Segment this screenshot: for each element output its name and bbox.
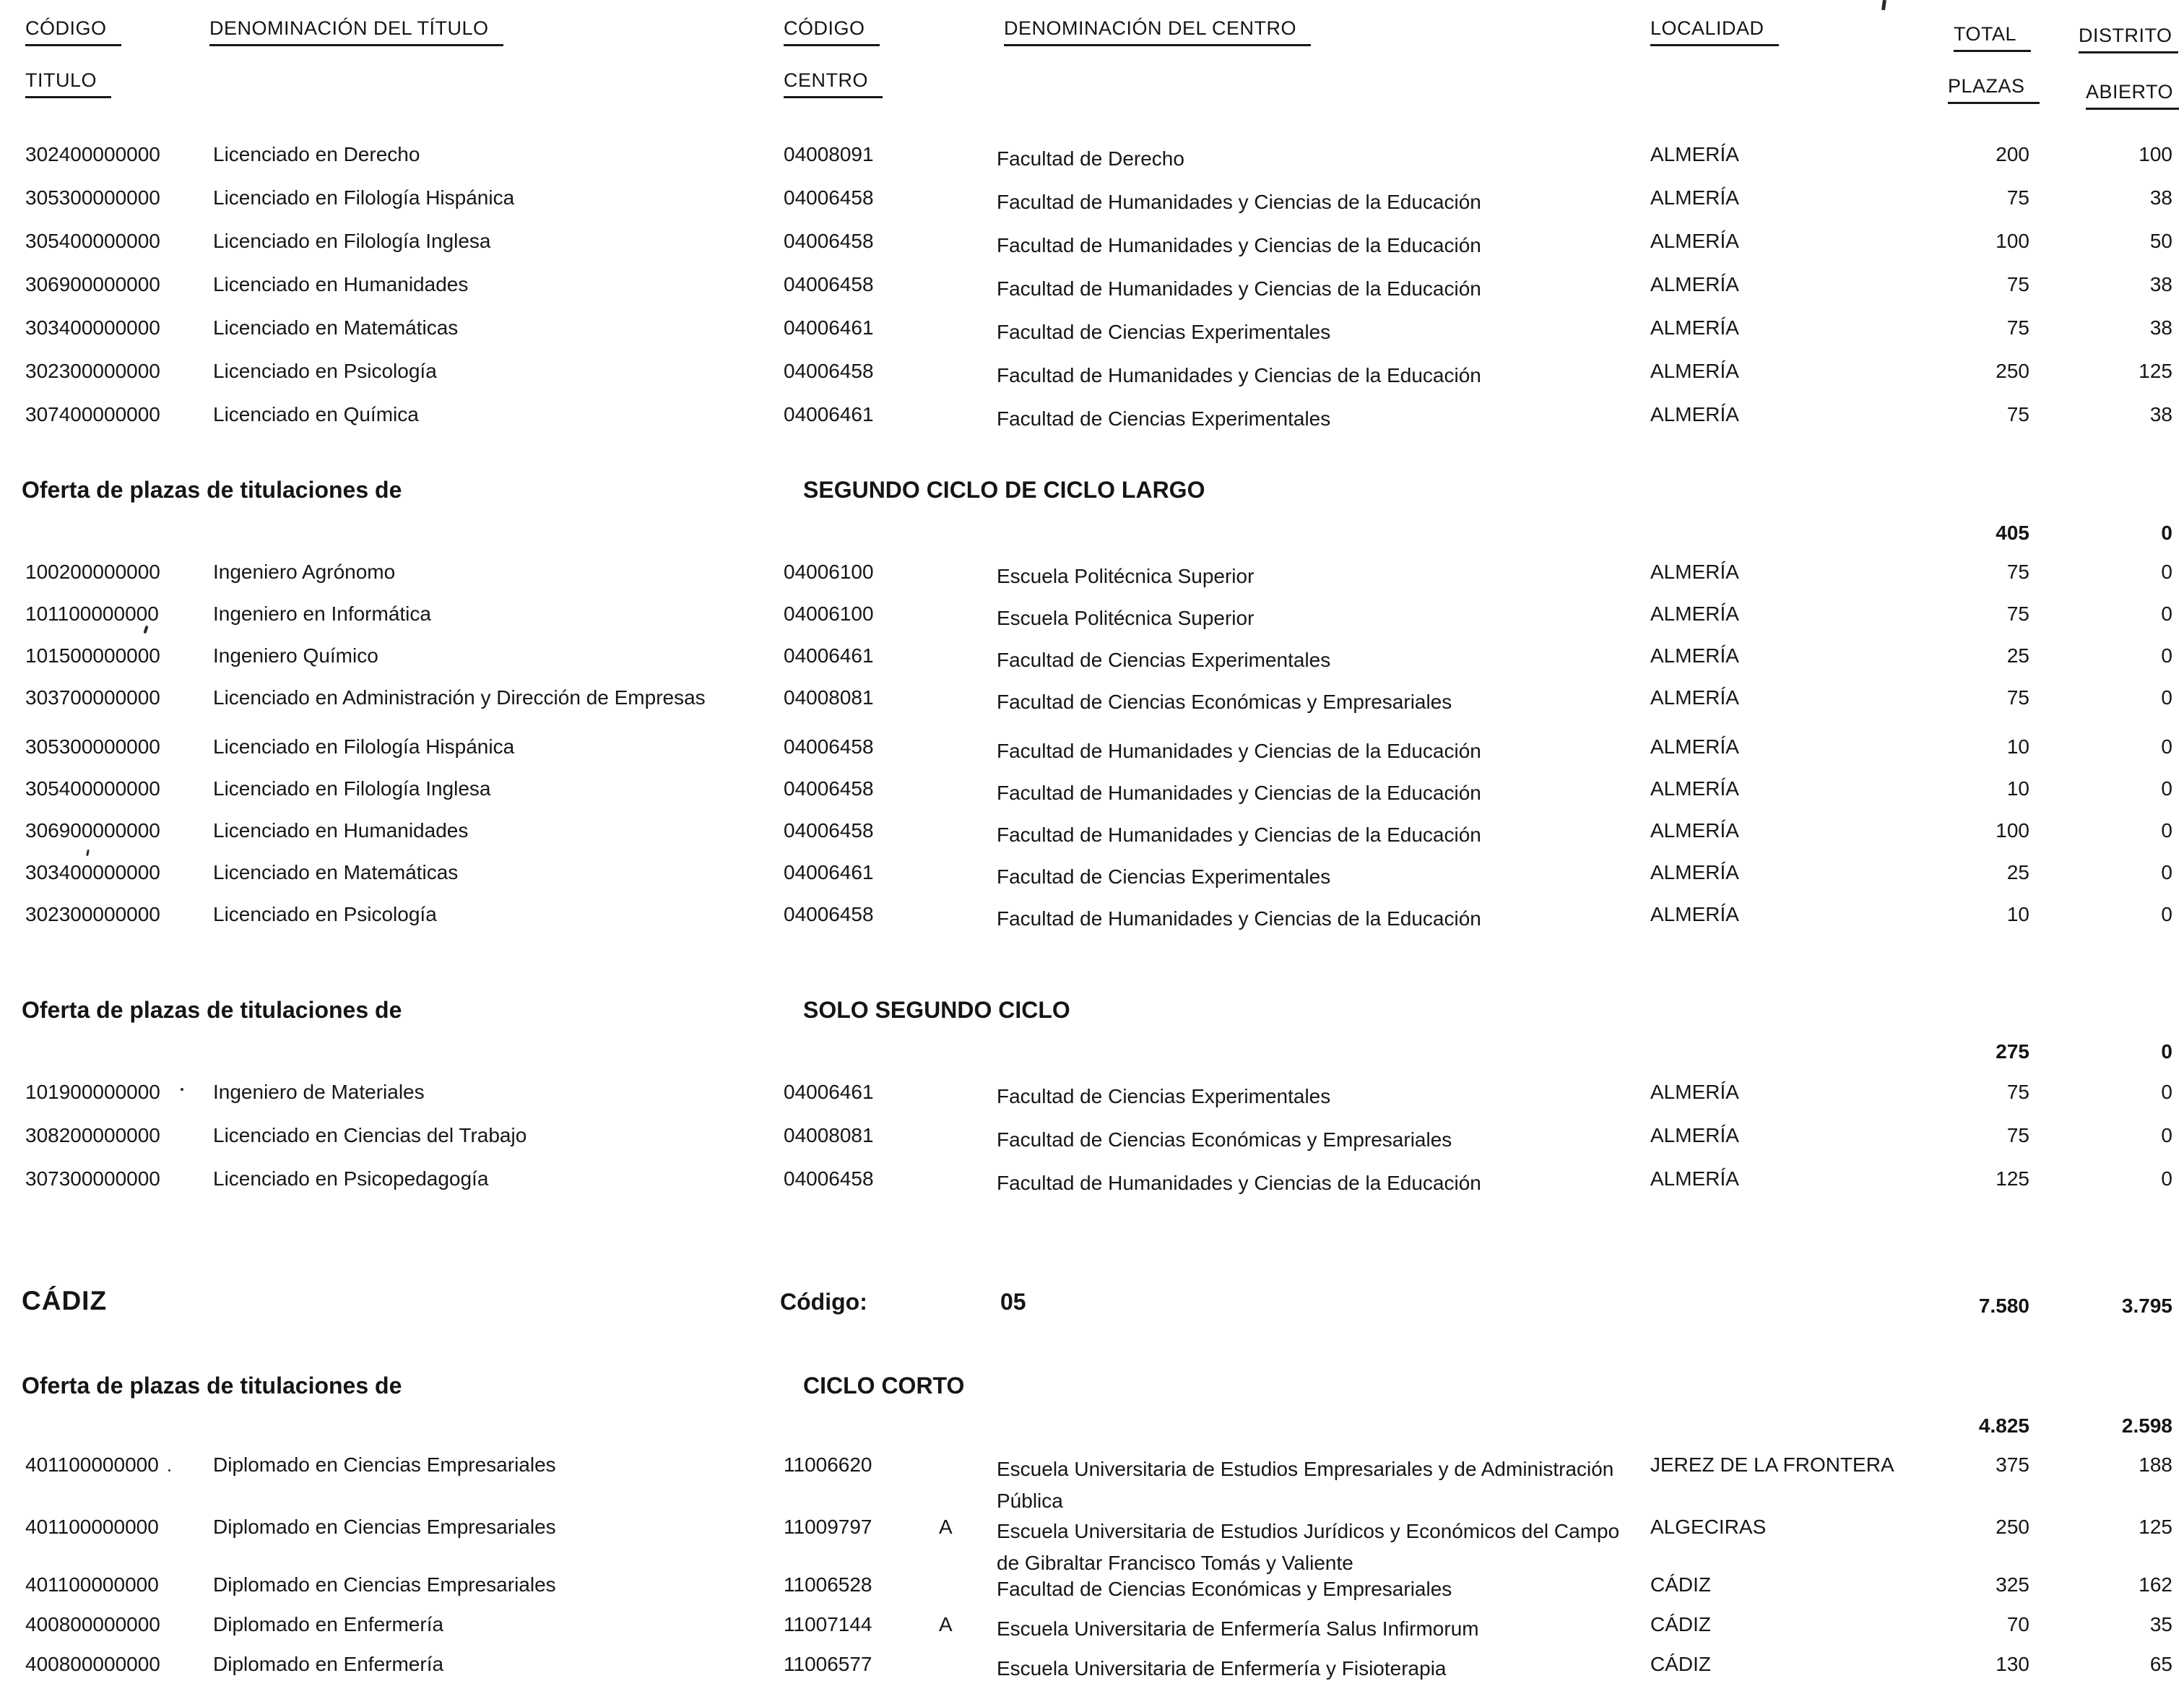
locality-cell: ALMERÍA [1650, 644, 1739, 667]
distrito-abierto-cell: 50 [2149, 230, 2172, 252]
distrito-abierto-cell: 38 [2149, 273, 2172, 295]
total-plazas-cell: 325 [1996, 1573, 2029, 1596]
center-name-cell: Escuela Universitaria de Estudios Empresariales y de Administración Pública [997, 1458, 1614, 1512]
total-plazas-cell: 75 [2006, 1124, 2029, 1146]
center-name-cell: Facultad de Ciencias Experimentales [997, 407, 1331, 430]
offer-label: Oferta de plazas de titulaciones de [22, 997, 402, 1023]
center-name-cell: Facultad de Humanidades y Ciencias de la Educación [997, 824, 1481, 846]
locality-cell: ALMERÍA [1650, 360, 1739, 382]
center-name-cell: Escuela Universitaria de Enfermería y Fisioterapia [997, 1657, 1447, 1680]
table-section-first [0, 143, 2184, 446]
center-name-cell: Facultad de Humanidades y Ciencias de la Educación [997, 234, 1481, 256]
center-name-cell: Facultad de Ciencias Económicas y Empresariales [997, 691, 1452, 713]
title-code-cell: 305400000000 [25, 777, 160, 800]
total-plazas-cell: 25 [2006, 644, 2029, 667]
title-name-cell: Diplomado en Enfermería [213, 1653, 444, 1675]
title-name-cell: Licenciado en Psicología [213, 360, 437, 382]
title-code-cell: 307400000000 [25, 403, 160, 425]
center-code-cell: 11006577 [784, 1653, 872, 1675]
table-row [0, 230, 2184, 273]
title-code-cell: 303400000000 [25, 316, 160, 339]
locality-cell: ALMERÍA [1650, 1167, 1739, 1190]
table-row [0, 644, 2184, 686]
center-name-cell: Facultad de Ciencias Experimentales [997, 649, 1331, 671]
locality-cell: ALMERÍA [1650, 686, 1739, 709]
title-name-cell: Diplomado en Ciencias Empresariales [213, 1453, 556, 1476]
table-section-solo-segundo-ciclo [0, 1081, 2184, 1211]
center-name-cell: Escuela Politécnica Superior [997, 565, 1254, 587]
locality-cell: ALMERÍA [1650, 1124, 1739, 1146]
table-row [0, 360, 2184, 403]
title-name-cell: Ingeniero de Materiales [213, 1081, 425, 1103]
title-code-cell: 401100000000 [25, 1573, 159, 1596]
title-code-cell: 401100000000 [25, 1516, 159, 1538]
total-plazas-cell: 25 [2006, 861, 2029, 883]
title-name-cell: Licenciado en Matemáticas [213, 861, 459, 883]
total-plazas-cell: 75 [2006, 316, 2029, 339]
table-row [0, 602, 2184, 644]
title-name-cell: Ingeniero en Informática [213, 602, 431, 625]
center-code-cell: 04006458 [784, 819, 874, 842]
title-code-cell: 305300000000 [25, 735, 160, 758]
locality-cell: ALMERÍA [1650, 273, 1739, 295]
center-code-cell: 04006461 [784, 316, 874, 339]
col-header-localidad: LOCALIDAD [1650, 17, 1779, 46]
col-header-codigo-titulo-2: TITULO [25, 69, 111, 98]
table-row [0, 735, 2184, 777]
total-plazas-cell: 75 [2006, 561, 2029, 583]
col-header-distrito-2: ABIERTO [2086, 81, 2179, 110]
total-plazas-cell: 125 [1996, 1167, 2029, 1190]
title-name-cell: Licenciado en Psicopedagogía [213, 1167, 489, 1190]
title-code-cell: 305400000000 [25, 230, 160, 252]
total-plazas-cell: 75 [2006, 602, 2029, 625]
locality-cell: ALMERÍA [1650, 403, 1739, 425]
locality-cell: ALMERÍA [1650, 735, 1739, 758]
title-code-cell: 303700000000 [25, 686, 160, 709]
center-code-cell: 11006528 [784, 1573, 872, 1596]
province-name: CÁDIZ [22, 1286, 108, 1315]
title-code-cell: 303400000000 [25, 861, 160, 883]
total-plazas-cell: 100 [1996, 230, 2029, 252]
center-code-cell: 04006458 [784, 360, 874, 382]
table-row [0, 143, 2184, 186]
title-code-cell: 101500000000 [25, 644, 160, 667]
table-row [0, 777, 2184, 819]
table-row [0, 819, 2184, 861]
center-code-cell: 11007144 [784, 1613, 872, 1635]
table-section-segundo-ciclo-largo [0, 561, 2184, 945]
table-row [0, 861, 2184, 903]
offer-value: SOLO SEGUNDO CICLO [803, 997, 1070, 1023]
center-code-cell: 04006458 [784, 903, 874, 925]
distrito-abierto-cell: 0 [2161, 1124, 2172, 1146]
center-name-cell: Facultad de Humanidades y Ciencias de la Educación [997, 364, 1481, 386]
title-code-cell: 302300000000 [25, 903, 160, 925]
center-flag-cell: A [939, 1613, 953, 1635]
distrito-abierto-cell: 0 [2161, 735, 2172, 758]
title-name-cell: Ingeniero Agrónomo [213, 561, 396, 583]
center-code-cell: 04006461 [784, 1081, 874, 1103]
table-row [0, 686, 2184, 728]
title-code-cell: 306900000000 [25, 273, 160, 295]
title-code-cell: 308200000000 [25, 1124, 160, 1146]
title-name-cell: Licenciado en Humanidades [213, 819, 469, 842]
table-row [0, 316, 2184, 360]
col-header-denominacion-centro: DENOMINACIÓN DEL CENTRO [1004, 17, 1311, 46]
section-total-plazas: 275 [1996, 1040, 2029, 1063]
title-code-cell: 401100000000 [25, 1453, 159, 1476]
total-plazas-cell: 250 [1996, 1516, 2029, 1538]
center-code-cell: 04006100 [784, 561, 874, 583]
table-row [0, 273, 2184, 316]
center-code-cell: 04006458 [784, 186, 874, 209]
total-plazas-cell: 100 [1996, 819, 2029, 842]
title-name-cell: Diplomado en Enfermería [213, 1613, 444, 1635]
table-row [0, 1167, 2184, 1211]
total-plazas-cell: 70 [2006, 1613, 2029, 1635]
distrito-abierto-cell: 0 [2161, 861, 2172, 883]
center-code-cell: 04006461 [784, 403, 874, 425]
offer-value: SEGUNDO CICLO DE CICLO LARGO [803, 477, 1205, 503]
center-code-cell: 04008091 [784, 143, 874, 165]
distrito-abierto-cell: 0 [2161, 686, 2172, 709]
section-total-plazas: 4.825 [1978, 1414, 2029, 1437]
center-code-cell: 04008081 [784, 1124, 874, 1146]
section-distrito-abierto: 2.598 [2121, 1414, 2172, 1437]
table-row [0, 903, 2184, 945]
total-plazas-cell: 250 [1996, 360, 2029, 382]
section-total-plazas: 405 [1996, 522, 2029, 544]
title-code-cell: 400800000000 [25, 1653, 160, 1675]
offer-label: Oferta de plazas de titulaciones de [22, 477, 402, 503]
title-code-cell: 302400000000 [25, 143, 160, 165]
col-header-codigo-centro-2: CENTRO [784, 69, 883, 98]
locality-cell: ALMERÍA [1650, 316, 1739, 339]
distrito-abierto-cell: 65 [2149, 1653, 2172, 1675]
center-name-cell: Facultad de Humanidades y Ciencias de la Educación [997, 277, 1481, 300]
distrito-abierto-cell: 0 [2161, 903, 2172, 925]
col-header-total-2: PLAZAS [1948, 75, 2040, 104]
total-plazas-cell: 10 [2006, 903, 2029, 925]
title-name-cell: Licenciado en Humanidades [213, 273, 469, 295]
distrito-abierto-cell: 0 [2161, 1081, 2172, 1103]
scan-artifact [1881, 0, 1886, 10]
center-name-cell: Facultad de Ciencias Experimentales [997, 321, 1331, 343]
distrito-abierto-cell: 0 [2161, 644, 2172, 667]
province-total-plazas: 7.580 [1978, 1295, 2029, 1317]
locality-cell: ALMERÍA [1650, 602, 1739, 625]
col-header-codigo-centro-1: CÓDIGO [784, 17, 880, 46]
locality-cell: ALMERÍA [1650, 1081, 1739, 1103]
title-code-cell: 302300000000 [25, 360, 160, 382]
locality-cell: ALMERÍA [1650, 143, 1739, 165]
table-row [0, 1081, 2184, 1124]
title-name-cell: Licenciado en Filología Inglesa [213, 230, 491, 252]
center-code-cell: 04006458 [784, 1167, 874, 1190]
distrito-abierto-cell: 0 [2161, 1167, 2172, 1190]
center-flag-cell: A [939, 1516, 953, 1538]
distrito-abierto-cell: 0 [2161, 561, 2172, 583]
table-row [0, 1124, 2184, 1167]
total-plazas-cell: 200 [1996, 143, 2029, 165]
center-name-cell: Facultad de Humanidades y Ciencias de la Educación [997, 907, 1481, 930]
center-name-cell: Facultad de Humanidades y Ciencias de la Educación [997, 191, 1481, 213]
col-header-total-1: TOTAL [1954, 23, 2031, 52]
title-name-cell: Ingeniero Químico [213, 644, 378, 667]
distrito-abierto-cell: 38 [2149, 186, 2172, 209]
title-code-cell: 101900000000 [25, 1081, 160, 1103]
distrito-abierto-cell: 162 [2138, 1573, 2172, 1596]
total-plazas-cell: 75 [2006, 686, 2029, 709]
center-code-cell: 04006461 [784, 861, 874, 883]
center-code-cell: 11006620 [784, 1453, 872, 1476]
col-header-denominacion-titulo: DENOMINACIÓN DEL TÍTULO [209, 17, 503, 46]
distrito-abierto-cell: 125 [2138, 360, 2172, 382]
center-name-cell: Facultad de Ciencias Experimentales [997, 1085, 1331, 1107]
table-row [0, 561, 2184, 602]
center-name-cell: Escuela Universitaria de Enfermería Salus Infirmorum [997, 1617, 1479, 1640]
title-name-cell: Diplomado en Ciencias Empresariales [213, 1573, 556, 1596]
locality-cell: ALMERÍA [1650, 561, 1739, 583]
locality-cell: CÁDIZ [1650, 1613, 1711, 1635]
title-name-cell: Diplomado en Ciencias Empresariales [213, 1516, 556, 1538]
locality-cell: ALMERÍA [1650, 777, 1739, 800]
center-code-cell: 04006458 [784, 777, 874, 800]
distrito-abierto-cell: 35 [2149, 1613, 2172, 1635]
province-code-label: Código: [780, 1289, 867, 1315]
total-plazas-cell: 10 [2006, 735, 2029, 758]
locality-cell: CÁDIZ [1650, 1653, 1711, 1675]
title-name-cell: Licenciado en Filología Inglesa [213, 777, 491, 800]
title-name-cell: Licenciado en Matemáticas [213, 316, 459, 339]
center-name-cell: Facultad de Derecho [997, 147, 1184, 170]
title-code-cell: 100200000000 [25, 561, 160, 583]
title-name-cell: Licenciado en Filología Hispánica [213, 735, 515, 758]
distrito-abierto-cell: 125 [2138, 1516, 2172, 1538]
locality-cell: JEREZ DE LA FRONTERA [1650, 1453, 1894, 1476]
center-code-cell: 04006458 [784, 273, 874, 295]
province-distrito-abierto: 3.795 [2121, 1295, 2172, 1317]
center-code-cell: 11009797 [784, 1516, 872, 1538]
total-plazas-cell: 75 [2006, 403, 2029, 425]
scan-artifact [168, 1469, 170, 1472]
title-name-cell: Licenciado en Filología Hispánica [213, 186, 515, 209]
center-name-cell: Facultad de Ciencias Económicas y Empresariales [997, 1128, 1452, 1151]
locality-cell: ALMERÍA [1650, 230, 1739, 252]
scan-artifact [181, 1088, 183, 1091]
total-plazas-cell: 375 [1996, 1453, 2029, 1476]
title-code-cell: 305300000000 [25, 186, 160, 209]
center-code-cell: 04006461 [784, 644, 874, 667]
table-row [0, 186, 2184, 230]
title-code-cell: 306900000000 [25, 819, 160, 842]
title-code-cell: 101100000000 [25, 602, 159, 625]
locality-cell: CÁDIZ [1650, 1573, 1711, 1596]
distrito-abierto-cell: 0 [2161, 777, 2172, 800]
distrito-abierto-cell: 188 [2138, 1453, 2172, 1476]
offer-label: Oferta de plazas de titulaciones de [22, 1373, 402, 1399]
title-name-cell: Licenciado en Psicología [213, 903, 437, 925]
table-row [0, 403, 2184, 446]
title-name-cell: Licenciado en Administración y Dirección de Empresas [213, 686, 706, 709]
distrito-abierto-cell: 0 [2161, 819, 2172, 842]
center-code-cell: 04006458 [784, 735, 874, 758]
title-name-cell: Licenciado en Derecho [213, 143, 420, 165]
center-name-cell: Facultad de Humanidades y Ciencias de la Educación [997, 740, 1481, 762]
title-name-cell: Licenciado en Ciencias del Trabajo [213, 1124, 527, 1146]
distrito-abierto-cell: 0 [2161, 602, 2172, 625]
title-code-cell: 307300000000 [25, 1167, 160, 1190]
total-plazas-cell: 10 [2006, 777, 2029, 800]
center-name-cell: Facultad de Ciencias Experimentales [997, 865, 1331, 888]
center-name-cell: Escuela Universitaria de Estudios Jurídicos y Económicos del Campo de Gibraltar Francisco Tomás y Valiente [997, 1520, 1620, 1574]
section-distrito-abierto: 0 [2161, 522, 2172, 544]
distrito-abierto-cell: 38 [2149, 403, 2172, 425]
locality-cell: ALMERÍA [1650, 861, 1739, 883]
center-name-cell: Facultad de Humanidades y Ciencias de la Educación [997, 782, 1481, 804]
center-name-cell: Escuela Politécnica Superior [997, 607, 1254, 629]
total-plazas-cell: 130 [1996, 1653, 2029, 1675]
center-code-cell: 04006458 [784, 230, 874, 252]
locality-cell: ALMERÍA [1650, 819, 1739, 842]
locality-cell: ALGECIRAS [1650, 1516, 1767, 1538]
col-header-distrito-1: DISTRITO [2079, 25, 2178, 53]
title-name-cell: Licenciado en Química [213, 403, 419, 425]
locality-cell: ALMERÍA [1650, 903, 1739, 925]
offer-value: CICLO CORTO [803, 1373, 965, 1399]
locality-cell: ALMERÍA [1650, 186, 1739, 209]
total-plazas-cell: 75 [2006, 186, 2029, 209]
title-code-cell: 400800000000 [25, 1613, 160, 1635]
center-code-cell: 04008081 [784, 686, 874, 709]
center-name-cell: Facultad de Humanidades y Ciencias de la Educación [997, 1172, 1481, 1194]
distrito-abierto-cell: 38 [2149, 316, 2172, 339]
total-plazas-cell: 75 [2006, 273, 2029, 295]
province-code: 05 [1000, 1289, 1026, 1315]
center-code-cell: 04006100 [784, 602, 874, 625]
total-plazas-cell: 75 [2006, 1081, 2029, 1103]
center-name-cell: Facultad de Ciencias Económicas y Empresariales [997, 1578, 1452, 1600]
col-header-codigo-titulo-1: CÓDIGO [25, 17, 121, 46]
distrito-abierto-cell: 100 [2138, 143, 2172, 165]
section-distrito-abierto: 0 [2161, 1040, 2172, 1063]
